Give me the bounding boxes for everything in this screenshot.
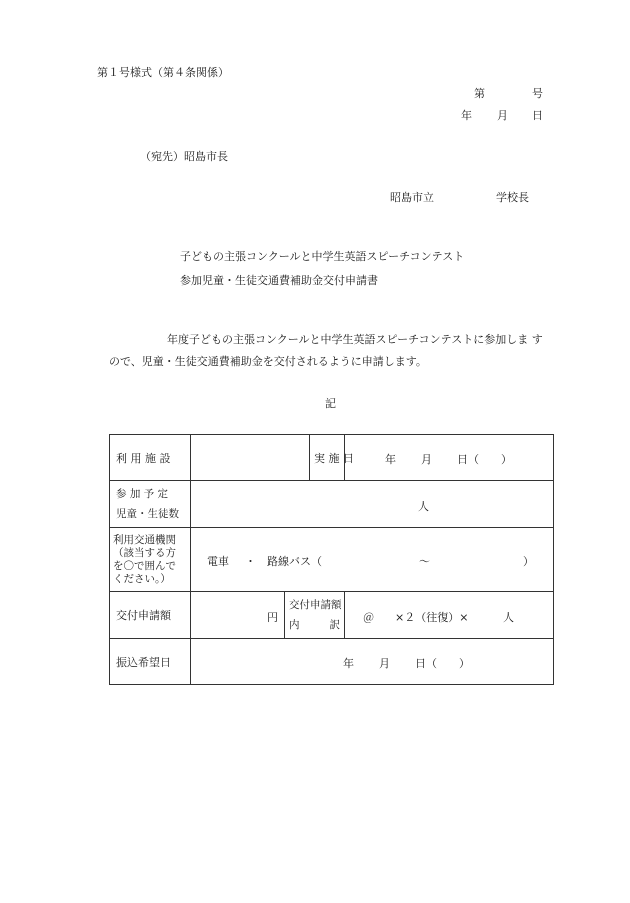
body-line1: 年度子どもの主張コンクールと中学生英語スピーチコンテストに参加しま す (167, 333, 543, 346)
date-value[interactable] (345, 435, 554, 481)
form-number: 第１号様式（第４条関係） (97, 66, 229, 79)
transport-tilde: ～ (419, 555, 430, 568)
row-transfer-date (110, 639, 554, 685)
date-day: 日（ (457, 453, 479, 466)
breakdown-label-line1: 交付申請額 (289, 599, 342, 611)
participants-unit: 人 (418, 500, 429, 513)
addressee: （宛先）昭島市長 (140, 150, 228, 163)
row-participants (110, 481, 554, 528)
row-transport (110, 528, 554, 592)
breakdown-label-line2a: 内 (289, 619, 300, 631)
breakdown-times2: ×２（往復）× (395, 611, 469, 624)
header-date-month: 月 (497, 109, 508, 122)
participants-label-line2: 児童・生徒数 (116, 508, 179, 520)
amount-yen: 円 (267, 611, 278, 624)
participants-label (110, 481, 191, 528)
header-date-day: 日 (532, 109, 543, 122)
number-suffix: 号 (532, 87, 543, 100)
amount-value[interactable] (191, 592, 285, 639)
application-table (109, 434, 554, 685)
title-line2: 参加児童・生徒交通費補助金交付申請書 (180, 274, 378, 287)
school-prefix: 昭島市立 (390, 191, 434, 204)
transfer-date-label: 振込希望日 (110, 639, 191, 685)
transfer-month: 月 (379, 657, 390, 670)
transfer-year: 年 (343, 657, 354, 670)
date-close: ） (501, 453, 512, 466)
date-month: 月 (421, 453, 432, 466)
transport-dot: ・ (245, 555, 256, 568)
header-date-year: 年 (461, 109, 472, 122)
transport-value[interactable] (191, 528, 554, 592)
amount-label: 交付申請額 (110, 592, 191, 639)
ki-mark: 記 (325, 397, 336, 410)
body-line2: ので、児童・生徒交通費補助金を交付されるように申請します。 (109, 355, 427, 368)
transport-bus[interactable]: 路線バス（ (267, 555, 322, 568)
breakdown-people: 人 (503, 611, 514, 624)
breakdown-at: ＠ (363, 611, 374, 624)
transport-label-line1: 利用交通機関 (113, 533, 176, 546)
transport-label-line4: ください。） (113, 572, 171, 585)
transfer-day: 日（ (415, 657, 437, 670)
transport-label (110, 528, 191, 592)
date-year: 年 (385, 453, 396, 466)
row-facility (110, 435, 554, 481)
row-amount (110, 592, 554, 639)
title-line1: 子どもの主張コンクールと中学生英語スピーチコンテスト (180, 250, 465, 263)
breakdown-label (285, 592, 345, 639)
transport-train[interactable]: 電車 (207, 555, 229, 568)
participants-value[interactable] (191, 481, 554, 528)
participants-label-line1: 参 加 予 定 (116, 488, 169, 500)
facility-value[interactable] (191, 435, 310, 481)
transport-close: ） (523, 555, 534, 568)
transfer-close: ） (459, 657, 470, 670)
breakdown-value[interactable] (345, 592, 554, 639)
school-suffix: 学校長 (496, 191, 529, 204)
facility-label: 利 用 施 設 (110, 435, 191, 481)
transfer-date-value[interactable] (191, 639, 554, 685)
number-prefix: 第 (474, 87, 485, 100)
breakdown-label-line2b: 訳 (329, 619, 340, 631)
date-label: 実 施 日 (310, 435, 345, 481)
transport-label-line3: を〇で囲んで (113, 559, 176, 572)
transport-label-line2: （該当する方 (113, 546, 176, 559)
